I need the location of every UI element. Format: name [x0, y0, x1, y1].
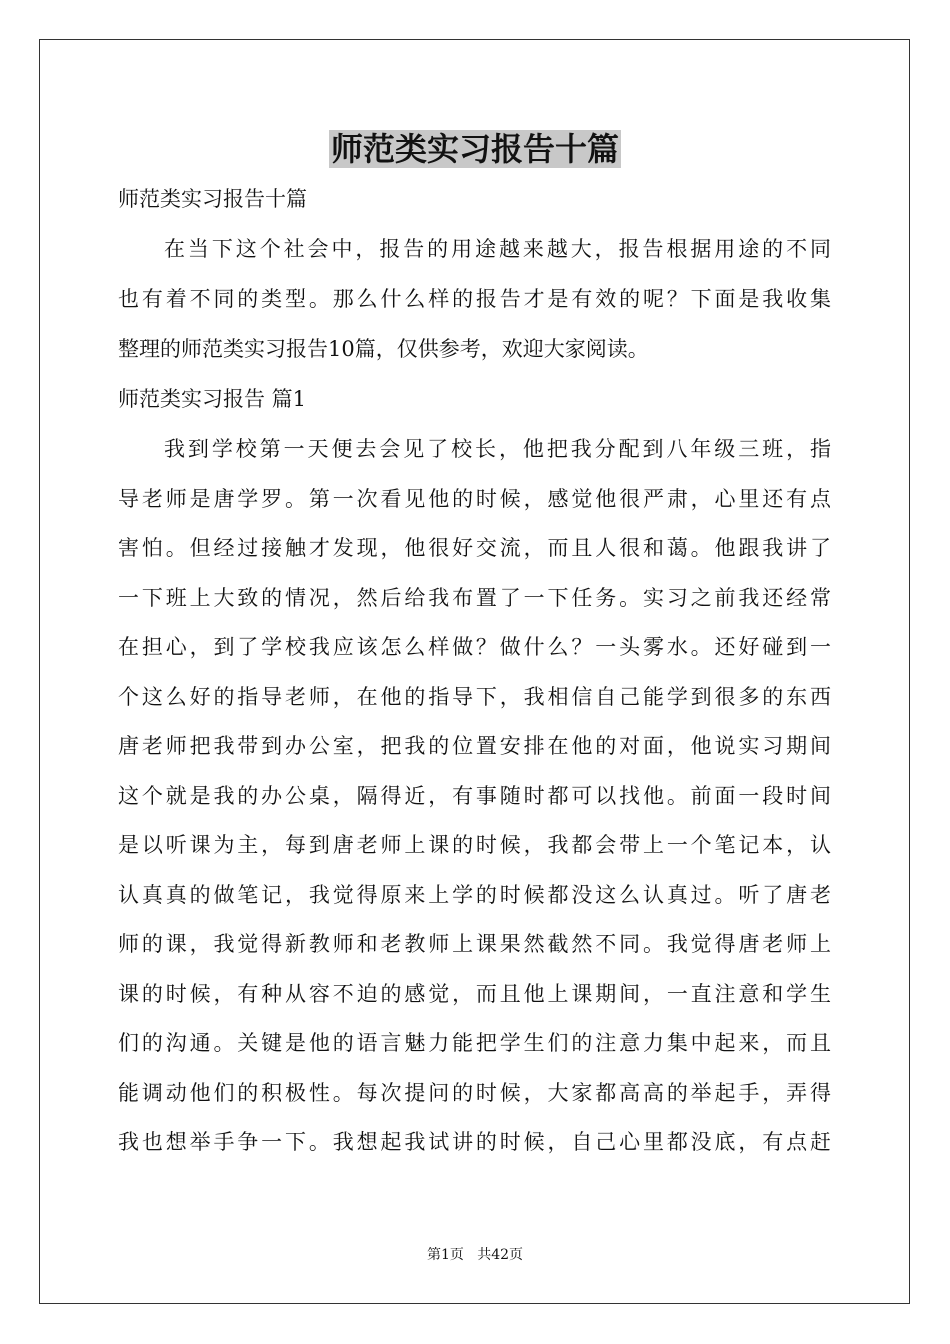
paragraph-line: 整理的师范类实习报告10篇，仅供参考，欢迎大家阅读。 — [118, 337, 649, 361]
page-number-footer — [0, 1245, 950, 1265]
paragraph-line: 我也想举手争一下。我想起我试讲的时候，自己心里都没底，有点赶 — [118, 1130, 831, 1154]
paragraph-line: 唐老师把我带到办公室，把我的位置安排在他的对面，他说实习期间 — [118, 734, 831, 758]
paragraph-line: 这个就是我的办公桌，隔得近，有事随时都可以找他。前面一段时间 — [118, 784, 831, 808]
paragraph-line: 我到学校第一天便去会见了校长，他把我分配到八年级三班，指 — [164, 437, 831, 461]
paragraph-line: 们的沟通。关键是他的语言魅力能把学生们的注意力集中起来，而且 — [118, 1031, 831, 1055]
paragraph-line: 课的时候，有种从容不迫的感觉，而且他上课期间，一直注意和学生 — [118, 982, 831, 1006]
paragraph-line: 认真真的做笔记，我觉得原来上学的时候都没这么认真过。听了唐老 — [118, 883, 831, 907]
paragraph-line: 师的课，我觉得新教师和老教师上课果然截然不同。我觉得唐老师上 — [118, 932, 831, 956]
paragraph-line: 在当下这个社会中，报告的用途越来越大，报告根据用途的不同 — [164, 237, 831, 261]
page-border — [39, 39, 910, 1304]
section-heading: 师范类实习报告 篇1 — [118, 387, 307, 411]
paragraph-line: 能调动他们的积极性。每次提问的时候，大家都高高的举起手，弄得 — [118, 1081, 831, 1105]
paragraph-line: 导老师是唐学罗。第一次看见他的时候，感觉他很严肃，心里还有点 — [118, 487, 831, 511]
paragraph-line: 一下班上大致的情况，然后给我布置了一下任务。实习之前我还经常 — [118, 586, 831, 610]
subtitle-line: 师范类实习报告十篇 — [118, 187, 307, 211]
paragraph-line: 也有着不同的类型。那么什么样的报告才是有效的呢？下面是我收集 — [118, 287, 831, 311]
paragraph-line: 个这么好的指导老师，在他的指导下，我相信自己能学到很多的东西 — [118, 685, 831, 709]
paragraph-line: 害怕。但经过接触才发现，他很好交流，而且人很和蔼。他跟我讲了 — [118, 536, 831, 560]
paragraph-line: 是以听课为主，每到唐老师上课的时候，我都会带上一个笔记本，认 — [118, 833, 831, 857]
document-title-text: 师范类实习报告十篇 — [330, 130, 619, 168]
page-number-label: 第1页 共42页 — [426, 1247, 524, 1263]
document-title — [0, 126, 950, 172]
paragraph-line: 在担心，到了学校我应该怎么样做？做什么？一头雾水。还好碰到一 — [118, 635, 831, 659]
